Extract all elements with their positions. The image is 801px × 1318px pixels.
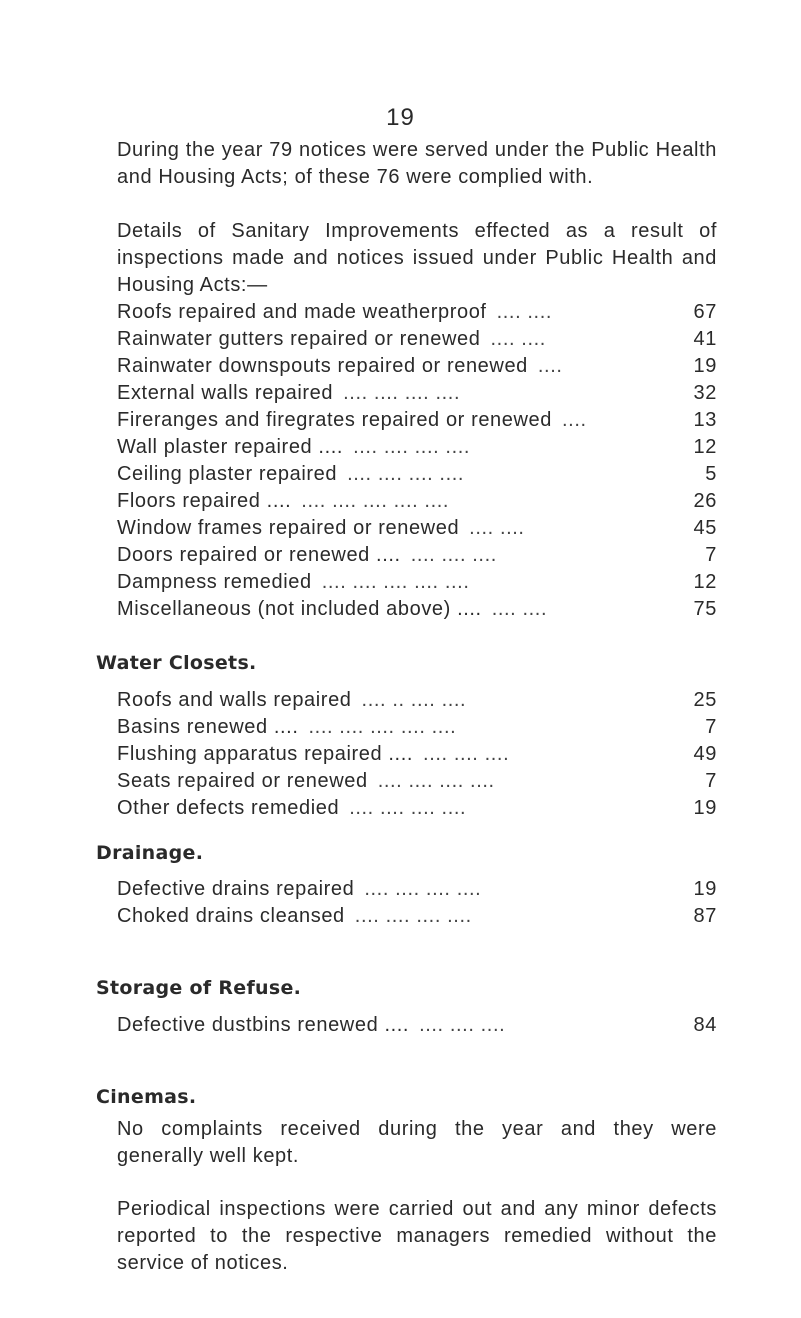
drainage-row: Choked drains cleansed .... .... .... .... 87	[117, 905, 717, 927]
drainage-heading: Drainage.	[96, 842, 204, 864]
improvement-row: Wall plaster repaired .... .... .... .... .... 12	[117, 436, 717, 458]
improvement-row: Fireranges and firegrates repaired or renewed .... 13	[117, 409, 717, 431]
water-closets-heading: Water Closets.	[96, 652, 257, 674]
water-closet-row: Roofs and walls repaired .... .. .... .... 25	[117, 689, 717, 711]
cinemas-paragraph-2: Periodical inspections were carried out and any minor defects reported to the respective managers remedied without the service of notices.	[117, 1198, 717, 1274]
water-closet-row: Other defects remedied .... .... .... .... 19	[117, 797, 717, 819]
improvement-row: Rainwater downspouts repaired or renewed .... 19	[117, 355, 717, 377]
cinemas-paragraph-1: No complaints received during the year and they were generally well kept.	[117, 1118, 717, 1167]
water-closet-row: Seats repaired or renewed .... .... .... .... 7	[117, 770, 717, 792]
details-paragraph: Details of Sanitary Improvements effected as a result of inspections made and notices issued under Public Health and Housing Acts:—	[117, 220, 717, 296]
improvement-row: Miscellaneous (not included above) .... .... .... 75	[117, 598, 717, 620]
drainage-row: Defective drains repaired .... .... .... .... 19	[117, 878, 717, 900]
storage-of-refuse-list	[117, 1012, 717, 1039]
improvement-row: Roofs repaired and made weatherproof .... .... 67	[117, 301, 717, 323]
improvement-row: Dampness remedied .... .... .... .... .... 12	[117, 571, 717, 593]
cinemas-heading: Cinemas.	[96, 1086, 197, 1108]
improvement-row: External walls repaired .... .... .... .... 32	[117, 382, 717, 404]
page-number: 19	[386, 104, 415, 131]
water-closet-row: Flushing apparatus repaired .... .... .... .... 49	[117, 743, 717, 765]
drainage-list	[117, 876, 717, 930]
refuse-row: Defective dustbins renewed .... .... .... .... 84	[117, 1014, 717, 1036]
improvement-row: Doors repaired or renewed .... .... .... .... 7	[117, 544, 717, 566]
storage-of-refuse-heading: Storage of Refuse.	[96, 977, 302, 999]
improvement-row: Rainwater gutters repaired or renewed .... .... 41	[117, 328, 717, 350]
improvement-row: Window frames repaired or renewed .... .... 45	[117, 517, 717, 539]
water-closets-list	[117, 687, 717, 822]
improvement-row: Ceiling plaster repaired .... .... .... .... 5	[117, 463, 717, 485]
intro-paragraph: During the year 79 notices were served under the Public Health and Housing Acts; of these 76 were complied with.	[117, 139, 717, 188]
improvements-list	[117, 299, 717, 623]
water-closet-row: Basins renewed .... .... .... .... .... .... 7	[117, 716, 717, 738]
improvement-row: Floors repaired .... .... .... .... .... .... 26	[117, 490, 717, 512]
